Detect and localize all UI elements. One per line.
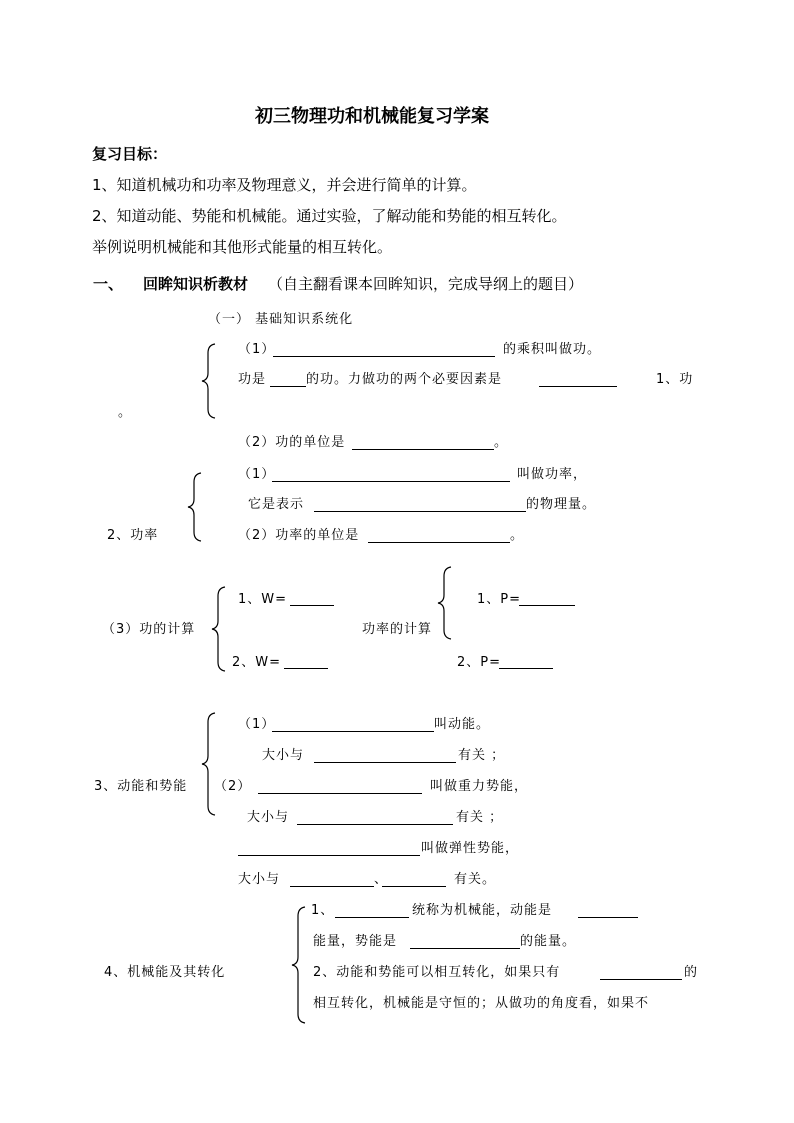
kinetic-prefix: （1） bbox=[238, 717, 276, 732]
kinetic-suffix: 叫动能。 bbox=[434, 717, 491, 732]
work-unit-blank[interactable] bbox=[352, 449, 494, 450]
power-line2-suffix: 的物理量。 bbox=[526, 497, 597, 512]
objectives-heading: 复习目标： bbox=[92, 145, 168, 163]
mechanical-label: 4、机械能及其转化 bbox=[104, 965, 226, 980]
power-calc-label: 功率的计算 bbox=[362, 622, 433, 637]
work-calc-brace bbox=[210, 586, 230, 672]
power-meaning-blank[interactable] bbox=[314, 511, 526, 512]
work-unit-prefix: （2）功的单位是 bbox=[238, 435, 346, 450]
gravity-size-suffix: 有关 ； bbox=[456, 810, 504, 825]
section-note: （自主翻看课本回眸知识，完成导纲上的题目） bbox=[268, 275, 584, 293]
mechanical-l3-prefix: 2、动能和势能可以相互转化，如果只有 bbox=[313, 965, 561, 980]
work-calc-2: 2、W= bbox=[232, 655, 282, 670]
mechanical-l1-mid: 统称为机械能，动能是 bbox=[412, 903, 553, 918]
work-formula-blank-1[interactable] bbox=[290, 605, 334, 606]
mechanical-l4: 相互转化，机械能是守恒的；从做功的角度看，如果不 bbox=[313, 996, 650, 1011]
elastic-size-blank-2[interactable] bbox=[382, 886, 446, 887]
section-number: 一、 bbox=[93, 275, 124, 293]
kinetic-definition-blank[interactable] bbox=[272, 731, 434, 732]
energy-label: 3、动能和势能 bbox=[94, 779, 188, 794]
kinetic-size-blank[interactable] bbox=[314, 762, 456, 763]
power-calc-brace bbox=[436, 566, 456, 640]
gravity-definition-blank[interactable] bbox=[258, 793, 422, 794]
work-factors-blank[interactable] bbox=[539, 386, 617, 387]
section-heading: 回眸知识析教材 bbox=[143, 275, 249, 293]
power-formula-blank-2[interactable] bbox=[499, 668, 553, 669]
work-brace bbox=[200, 343, 220, 419]
page-title: 初三物理功和机械能复习学案 bbox=[255, 106, 489, 127]
kinetic-size-suffix: 有关 ； bbox=[458, 748, 506, 763]
subsection-heading: （一） 基础知识系统化 bbox=[208, 312, 354, 327]
mechanical-name-blank[interactable] bbox=[335, 917, 409, 918]
power-line1-suffix: 叫做功率， bbox=[517, 467, 588, 482]
energy-brace bbox=[200, 712, 220, 816]
elastic-size-prefix: 大小与 bbox=[238, 872, 281, 887]
work-line1-suffix: 的乘积叫做功。 bbox=[503, 342, 602, 357]
elastic-suffix: 叫做弹性势能， bbox=[421, 841, 520, 856]
mechanical-l2-prefix: 能量，势能是 bbox=[313, 934, 398, 949]
elastic-definition-blank[interactable] bbox=[238, 855, 420, 856]
power-formula-blank-1[interactable] bbox=[519, 605, 575, 606]
gravity-size-blank[interactable] bbox=[297, 824, 453, 825]
power-unit-blank[interactable] bbox=[368, 542, 510, 543]
power-definition-blank[interactable] bbox=[272, 481, 510, 482]
work-calc-1: 1、W= bbox=[238, 592, 288, 607]
gravity-size-prefix: 大小与 bbox=[247, 810, 290, 825]
work-line2-blank1[interactable] bbox=[270, 386, 306, 387]
objective-2: 2、知道动能、势能和机械能。通过实验，了解动能和势能的相互转化。 bbox=[92, 207, 567, 225]
objective-3: 举例说明机械能和其他形式能量的相互转化。 bbox=[92, 238, 393, 256]
work-calc-label: （3）功的计算 bbox=[102, 622, 196, 637]
work-line3: 。 bbox=[118, 405, 133, 420]
conversion-blank[interactable] bbox=[600, 979, 682, 980]
mechanical-brace bbox=[290, 906, 310, 1024]
elastic-size-suffix: 有关。 bbox=[454, 872, 497, 887]
work-line2-c: 1、功 bbox=[656, 372, 694, 387]
power-line2-prefix: 它是表示 bbox=[248, 497, 305, 512]
mechanical-l2-suffix: 的能量。 bbox=[520, 934, 577, 949]
gravity-prefix: （2） bbox=[214, 779, 252, 794]
objective-1: 1、知道机械功和功率及物理意义，并会进行简单的计算。 bbox=[92, 176, 477, 194]
gravity-suffix: 叫做重力势能， bbox=[430, 779, 529, 794]
kinetic-energy-blank[interactable] bbox=[578, 917, 638, 918]
potential-energy-blank[interactable] bbox=[410, 948, 520, 949]
work-line1-prefix: （1） bbox=[238, 342, 276, 357]
power-line1-prefix: （1） bbox=[238, 467, 276, 482]
kinetic-size-prefix: 大小与 bbox=[262, 748, 305, 763]
power-unit-suffix: 。 bbox=[510, 528, 525, 543]
power-unit-prefix: （2）功率的单位是 bbox=[238, 528, 360, 543]
power-label: 2、功率 bbox=[107, 528, 159, 543]
elastic-size-blank-1[interactable] bbox=[290, 886, 374, 887]
work-line2-a: 功是 bbox=[238, 372, 267, 387]
work-line2-b: 的功。力做功的两个必要因素是 bbox=[306, 372, 503, 387]
power-calc-2: 2、P= bbox=[457, 655, 502, 670]
work-definition-blank[interactable] bbox=[273, 356, 495, 357]
power-calc-1: 1、P= bbox=[477, 592, 522, 607]
mechanical-l3-suffix: 的 bbox=[684, 965, 699, 980]
work-formula-blank-2[interactable] bbox=[284, 668, 328, 669]
elastic-size-mid: 、 bbox=[374, 872, 389, 887]
work-unit-suffix: 。 bbox=[494, 435, 509, 450]
mechanical-l1-prefix: 1、 bbox=[311, 903, 335, 918]
power-brace bbox=[186, 472, 206, 542]
